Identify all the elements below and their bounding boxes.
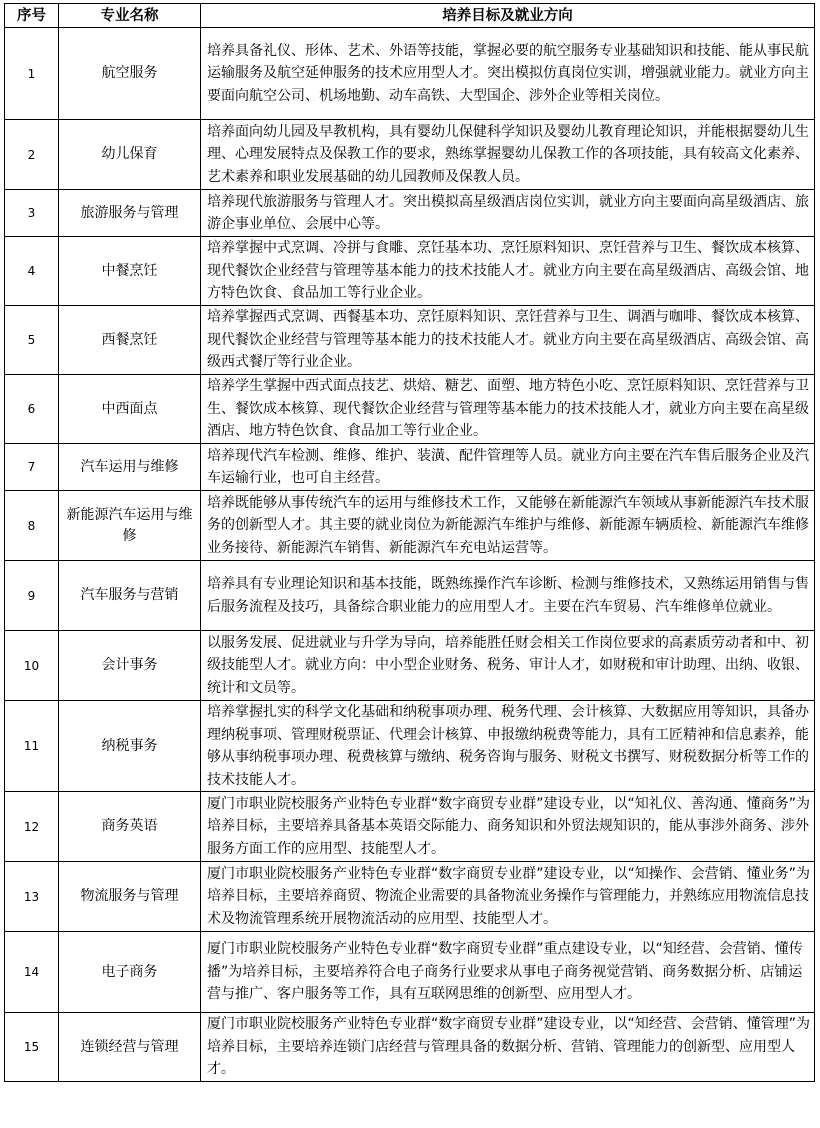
table-row: [5, 444, 815, 491]
header-major-name: 专业名称: [59, 4, 201, 28]
majors-table: [4, 3, 815, 1082]
row-description: 培养具有专业理论知识和基本技能，既熟练操作汽车诊断、检测与维修技术，又熟练运用销售与售后服务流程及技巧，具备综合职业能力的应用型人才。主要在汽车贸易、汽车维修单位就业。: [201, 561, 815, 631]
row-index: 10: [5, 631, 59, 701]
row-index: 9: [5, 561, 59, 631]
header-goal-direction: 培养目标及就业方向: [201, 4, 815, 28]
row-description: 培养掌握中式烹调、冷拼与食雕、烹饪基本功、烹饪原料知识、烹饪营养与卫生、餐饮成本核算、现代餐饮企业经营与管理等基本能力的技术技能人才。就业方向主要在高星级酒店、高级会馆、地方特色饮食、食品加工等行业企业。: [201, 237, 815, 306]
table-row: [5, 631, 815, 701]
row-major-name: 航空服务: [59, 28, 201, 120]
row-major-name: 物流服务与管理: [59, 862, 201, 932]
row-description: 培养现代旅游服务与管理人才。突出模拟高星级酒店岗位实训，就业方向主要面向高星级酒店、旅游企事业单位、会展中心等。: [201, 190, 815, 237]
row-index: 14: [5, 932, 59, 1013]
table-row: [5, 862, 815, 932]
row-description: 培养掌握西式烹调、西餐基本功、烹饪原料知识、烹饪营养与卫生、调酒与咖啡、餐饮成本核算、现代餐饮企业经营与管理等基本能力的技术技能人才。就业方向主要在高星级酒店、高级会馆、高级西式餐厅等行业企业。: [201, 306, 815, 375]
row-description: 厦门市职业院校服务产业特色专业群“数字商贸专业群”重点建设专业，以“知经营、会营销、懂传播”为培养目标，主要培养符合电子商务行业要求从事电子商务视觉营销、商务数据分析、店铺运营与推广、客户服务等工作，具有互联网思维的创新型、应用型人才。: [201, 932, 815, 1013]
row-major-name: 连锁经营与管理: [59, 1013, 201, 1082]
row-index: 11: [5, 701, 59, 792]
row-description: 厦门市职业院校服务产业特色专业群“数字商贸专业群”建设专业，以“知操作、会营销、懂业务”为培养目标，主要培养商贸、物流企业需要的具备物流业务操作与管理能力，并熟练应用物流信息技术及物流管理系统开展物流活动的应用型、技能型人才。: [201, 862, 815, 932]
row-index: 4: [5, 237, 59, 306]
table-row: [5, 561, 815, 631]
row-index: 3: [5, 190, 59, 237]
row-major-name: 旅游服务与管理: [59, 190, 201, 237]
row-index: 15: [5, 1013, 59, 1082]
table-row: [5, 306, 815, 375]
row-index: 5: [5, 306, 59, 375]
row-major-name: 汽车运用与维修: [59, 444, 201, 491]
row-index: 1: [5, 28, 59, 120]
table-row: [5, 792, 815, 862]
row-major-name: 幼儿保育: [59, 120, 201, 190]
row-description: 培养既能够从事传统汽车的运用与维修技术工作，又能够在新能源汽车领域从事新能源汽车技术服务的创新型人才。其主要的就业岗位为新能源汽车维护与维修、新能源车辆质检、新能源汽车维修业务接待、新能源汽车销售、新能源汽车充电站运营等。: [201, 491, 815, 561]
row-major-name: 电子商务: [59, 932, 201, 1013]
table-row: [5, 375, 815, 444]
table-row: [5, 120, 815, 190]
table-row: [5, 701, 815, 792]
row-index: 2: [5, 120, 59, 190]
row-major-name: 汽车服务与营销: [59, 561, 201, 631]
row-major-name: 西餐烹饪: [59, 306, 201, 375]
table-row: [5, 190, 815, 237]
table-row: [5, 491, 815, 561]
row-description: 培养现代汽车检测、维修、维护、装潢、配件管理等人员。就业方向主要在汽车售后服务企业及汽车运输行业，也可自主经营。: [201, 444, 815, 491]
row-description: 培养学生掌握中西式面点技艺、烘焙、糖艺、面塑、地方特色小吃、烹饪原料知识、烹饪营养与卫生、餐饮成本核算、现代餐饮企业经营与管理等基本能力的技术技能人才，就业方向主要在高星级酒店、地方特色饮食、食品加工等行业企业。: [201, 375, 815, 444]
row-description: 厦门市职业院校服务产业特色专业群“数字商贸专业群”建设专业，以“知经营、会营销、懂管理”为培养目标，主要培养连锁门店经营与管理具备的数据分析、营销、管理能力的创新型、应用型人才。: [201, 1013, 815, 1082]
row-major-name: 会计事务: [59, 631, 201, 701]
header-index: 序号: [5, 4, 59, 28]
table-row: [5, 932, 815, 1013]
row-index: 7: [5, 444, 59, 491]
row-description: 培养面向幼儿园及早教机构，具有婴幼儿保健科学知识及婴幼儿教育理论知识，并能根据婴幼儿生理、心理发展特点及保教工作的要求，熟练掌握婴幼儿保教工作的各项技能，具有较高文化素养、艺术素养和职业发展基础的幼儿园教师及保教人员。: [201, 120, 815, 190]
row-description: 以服务发展、促进就业与升学为导向，培养能胜任财会相关工作岗位要求的高素质劳动者和中、初级技能型人才。就业方向：中小型企业财务、税务、审计人才，如财税和审计助理、出纳、收银、统计和文员等。: [201, 631, 815, 701]
row-index: 8: [5, 491, 59, 561]
row-major-name: 中西面点: [59, 375, 201, 444]
row-index: 6: [5, 375, 59, 444]
row-description: 厦门市职业院校服务产业特色专业群“数字商贸专业群”建设专业，以“知礼仪、善沟通、懂商务”为培养目标，主要培养具备基本英语交际能力、商务知识和外贸法规知识的，能从事涉外商务、涉外服务方面工作的应用型、技能型人才。: [201, 792, 815, 862]
table-header-row: [5, 4, 815, 28]
row-index: 12: [5, 792, 59, 862]
majors-document: [4, 3, 814, 1082]
table-row: [5, 237, 815, 306]
table-row: [5, 28, 815, 120]
row-major-name: 中餐烹饪: [59, 237, 201, 306]
row-major-name: 纳税事务: [59, 701, 201, 792]
row-index: 13: [5, 862, 59, 932]
row-major-name: 商务英语: [59, 792, 201, 862]
row-description: 培养掌握扎实的科学文化基础和纳税事项办理、税务代理、会计核算、大数据应用等知识，具备办理纳税事项、管理财税票证、代理会计核算、申报缴纳税费等能力，具有工匠精神和信息素养，能够从事纳税事项办理、税费核算与缴纳、税务咨询与服务、财税文书撰写、财税数据分析等工作的技术技能人才。: [201, 701, 815, 792]
row-major-name: 新能源汽车运用与维修: [59, 491, 201, 561]
table-row: [5, 1013, 815, 1082]
row-description: 培养具备礼仪、形体、艺术、外语等技能，掌握必要的航空服务专业基础知识和技能、能从事民航运输服务及航空延伸服务的技术应用型人才。突出模拟仿真岗位实训，增强就业能力。就业方向主要面向航空公司、机场地勤、动车高铁、大型国企、涉外企业等相关岗位。: [201, 28, 815, 120]
